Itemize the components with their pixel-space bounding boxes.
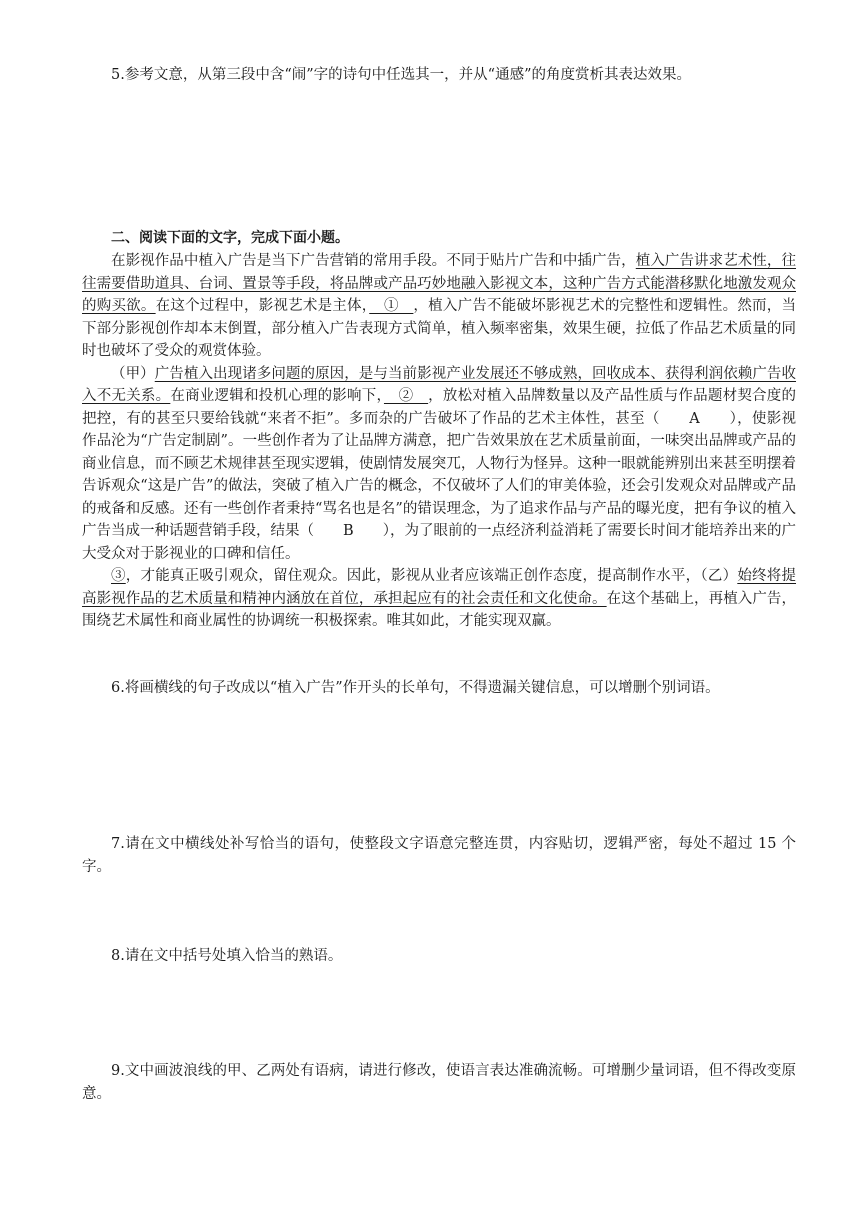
- text-run: 在这个基础上，再植入广告，围绕艺术属性和商业属性的协调统一积极探索。唯其如此，才能实现双赢。: [82, 590, 796, 629]
- question-7: [82, 833, 796, 878]
- passage-paragraph-1: [82, 250, 796, 363]
- text-run: ），为了眼前的一点经济利益消耗了需要长时间才能培养出来的广大受众对于影视业的口碑和信任。: [82, 523, 797, 562]
- text-run: ，放松对植入品牌数量以及产品性质与作品题材契合度的把控，有的甚至只要给钱就“来者不拒”。多而杂的广告破坏了作品的艺术主体性，甚至（: [82, 388, 796, 427]
- underlined-sentence: 植入广告讲求艺术性，往往需要借助道具、台词、置景等手段，将品牌或产品巧妙地融入影视文本，这种广告方式能潜移默化地激发观众的购买欲。: [82, 253, 797, 314]
- passage-paragraph-2: [82, 363, 796, 566]
- question-8: [82, 945, 796, 968]
- blank-3[interactable]: ③: [111, 568, 126, 584]
- paren-a[interactable]: A: [659, 410, 730, 427]
- text-run: ），使影视作品沦为“广告定制剧”。一些创作者为了让品牌方满意，把广告效果放在艺术质量前面，一味突出品牌或产品的商业信息，而不顾艺术规律甚至现实逻辑，使剧情发展突兀，人物行为怪异。这种一眼就能辨别出来甚至明摆着告诉观众“这是广告”的做法，突破了植入广告的概念，不仅破坏了人们的审美体验，还会引发观众对品牌或产品的戒备和反感。还有一些创作者秉持“骂名也是名”的错误理念，为了追求作品与产品的曝光度，把有争议的植入广告当成一种话题营销手段，结果（: [82, 410, 796, 539]
- paren-b[interactable]: B: [314, 523, 383, 539]
- section-2-heading: [82, 227, 796, 250]
- section-title: 二、阅读下面的文字，完成下面小题。: [111, 230, 349, 246]
- passage-paragraph-3: [82, 565, 796, 633]
- marker-jia: （甲）: [111, 365, 155, 382]
- marker-yi: （乙）: [700, 568, 738, 584]
- question-6-text: 6.将画横线的句子改成以“植入广告”作开头的长单句，不得遗漏关键信息，可以增删个别词语。: [111, 680, 720, 696]
- wavy-sentence-yi: 始终将提高影视作品的艺术质量和精神内涵放在首位，承担起应有的社会责任和文化使命。: [82, 568, 797, 607]
- question-5-text: 5.参考文意，从第三段中含“闹”字的诗句中任选其一，并从“通感”的角度赏析其表达效果。: [111, 67, 691, 83]
- text-run: 在这个过程中，影视艺术是主体，: [155, 298, 370, 314]
- question-6: [82, 677, 796, 700]
- text-run: ，才能真正吸引观众，留住观众。因此，影视从业者应该端正创作态度，提高制作水平，: [125, 568, 701, 584]
- question-7-text: 7.请在文中横线处补写恰当的语句，使整段文字语意完整连贯，内容贴切，逻辑严密，每处不超过 15 个字。: [82, 836, 796, 875]
- question-8-text: 8.请在文中括号处填入恰当的熟语。: [111, 948, 343, 964]
- reading-passage: [82, 250, 796, 633]
- wavy-sentence-jia: 广告植入出现诸多问题的原因，是与当前影视产业发展还不够成熟，回收成本、获得利润依赖广告收入不无关系。: [82, 365, 797, 404]
- question-5: [82, 64, 796, 87]
- question-9: [82, 1060, 796, 1105]
- blank-1[interactable]: ①: [369, 298, 414, 314]
- text-run: 在商业逻辑和投机心理的影响下，: [170, 388, 384, 404]
- text-run: 在影视作品中植入广告是当下广告营销的常用手段。不同于贴片广告和中插广告，: [111, 253, 636, 269]
- text-run: ，植入广告不能破坏影视艺术的完整性和逻辑性。然而，当下部分影视创作却本末倒置，部分植入广告表现方式简单，植入频率密集，效果生硬，拉低了作品艺术质量的同时也破坏了受众的观赏体验。: [82, 298, 797, 359]
- blank-2[interactable]: ②: [383, 388, 429, 404]
- question-9-text: 9.文中画波浪线的甲、乙两处有语病，请进行修改，使语言表达准确流畅。可增删少量词语，但不得改变原意。: [82, 1063, 796, 1102]
